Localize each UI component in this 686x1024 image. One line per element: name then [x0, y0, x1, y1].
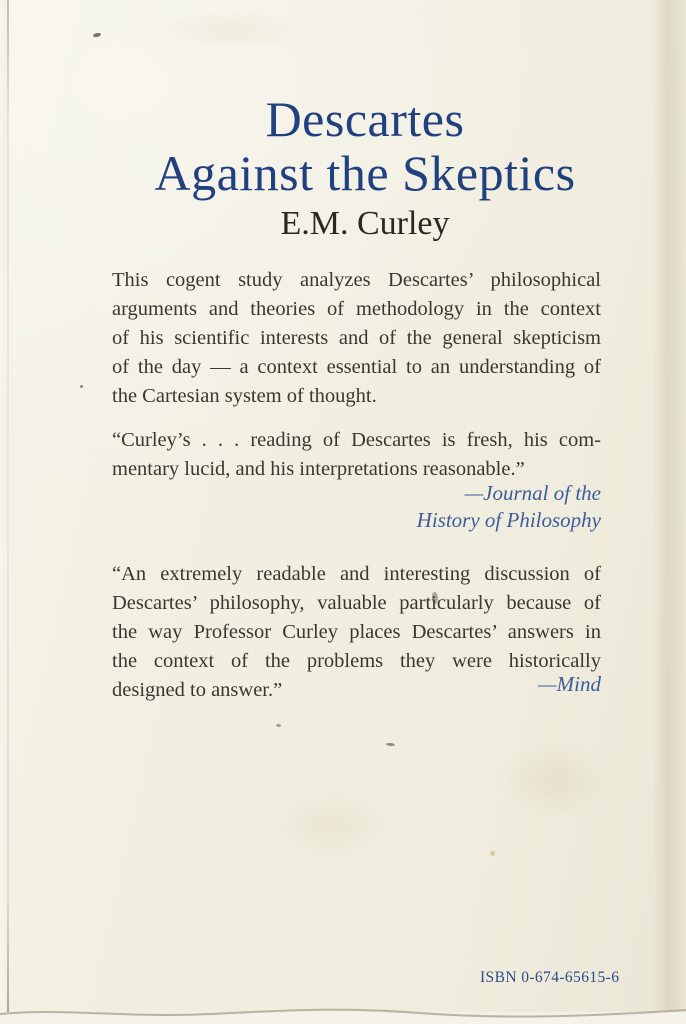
paper-bottom-edge-line [0, 1002, 686, 1024]
scan-speck [93, 32, 102, 38]
book-title-line1: Descartes [265, 91, 465, 147]
scan-speck [276, 724, 281, 727]
quote-2-attribution: —Mind [538, 672, 601, 696]
paper-left-edge [0, 0, 7, 1024]
scan-speck [80, 385, 83, 388]
summary-line: arguments and theories of methodology in the context [112, 298, 601, 320]
summary-line: This cogent study analyzes Descartes’ philosophical [112, 269, 601, 291]
attribution-line: History of Philosophy [416, 508, 601, 532]
scan-stain [500, 740, 610, 820]
quote-line: “An extremely readable and interesting discussion of [112, 563, 601, 585]
summary-paragraph [112, 266, 601, 411]
scan-stain [270, 790, 390, 860]
book-author: E.M. Curley [280, 205, 450, 242]
summary-line: of the day — a context essential to an understanding of [112, 356, 601, 378]
quote-line: “Curley’s . . . reading of Descartes is fresh, his com- [112, 429, 601, 451]
review-quote-1 [112, 426, 601, 484]
paper-crease-line [7, 0, 9, 1024]
book-title [60, 92, 670, 200]
quote-line: Descartes’ philosophy, valuable particularly because of [112, 592, 601, 614]
attribution-line: —Journal of the [464, 481, 601, 505]
scan-stain [150, 10, 310, 50]
scan-speck [386, 743, 395, 747]
scan-speck [490, 851, 495, 856]
quote-1-attribution [112, 480, 601, 534]
isbn-label: ISBN 0-674-65615-6 [480, 969, 620, 986]
summary-line: of his scientific interests and of the general skepticism [112, 327, 601, 349]
quote-line: the way Professor Curley places Descartes’ answers in [112, 621, 601, 643]
book-title-line2: Against the Skeptics [154, 145, 576, 201]
quote-line: designed to answer.” [112, 679, 283, 701]
quote-line: mentary lucid, and his interpretations reasonable.” [112, 458, 525, 480]
summary-line: the Cartesian system of thought. [112, 385, 377, 407]
quote-line: the context of the problems they were historically [112, 650, 601, 672]
